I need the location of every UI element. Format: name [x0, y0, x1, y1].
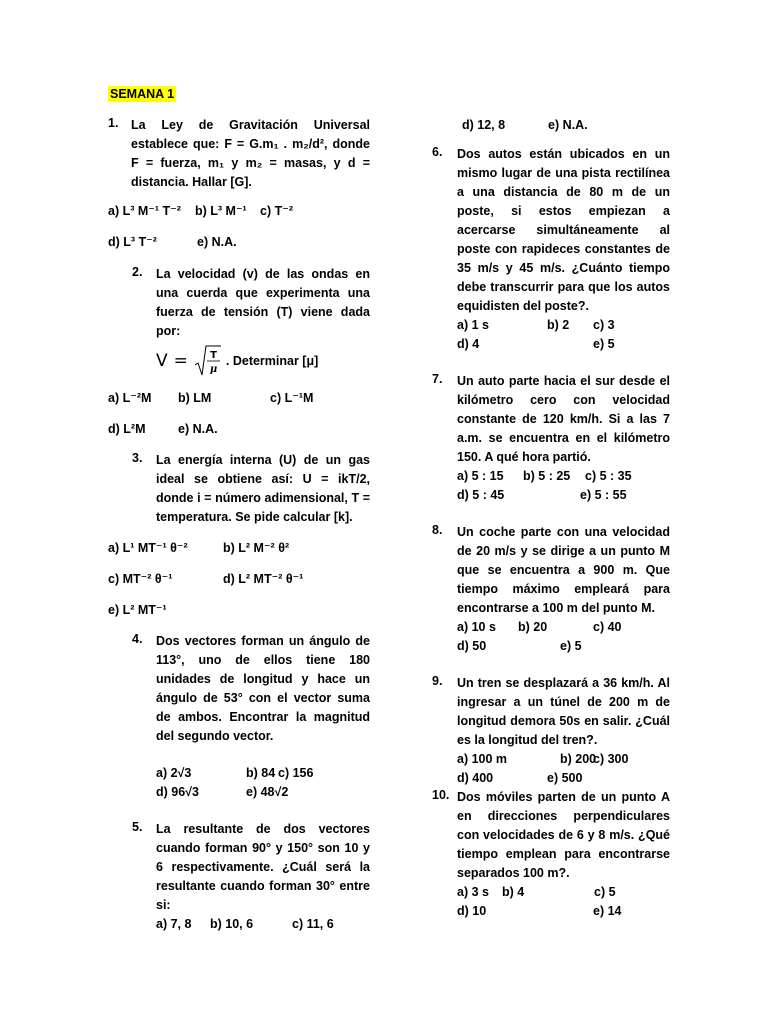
option-c: c) 5: [594, 885, 616, 899]
option-a: a) 10 s: [457, 620, 496, 634]
option-c: c) 11, 6: [292, 917, 334, 931]
question-4: [108, 632, 370, 746]
option-a: a) L¹ MT⁻¹ θ⁻²: [108, 541, 188, 555]
option-d: d) 10: [457, 904, 487, 918]
option-b: b) L² M⁻² θ²: [223, 541, 290, 555]
option-e: e) L² MT⁻¹: [108, 603, 167, 617]
option-a: a) 100 m: [457, 752, 508, 766]
question-6: [432, 145, 670, 316]
question-7: [432, 372, 670, 467]
option-a: a) 1 s: [457, 318, 489, 332]
question-text: Dos vectores forman un ángulo de 113°, uno de ellos tiene 180 unidades de longitud y hace un ángulo de 53° con el vector suma de ambos. Encontrar la magnitud del segundo vector.: [156, 634, 370, 743]
question-number: 7.: [432, 372, 443, 386]
option-b: b) 2: [547, 318, 570, 332]
option-e: e) 5 : 55: [580, 488, 627, 502]
question-8: [432, 523, 670, 618]
option-c: c) 156: [278, 766, 314, 780]
question-number: 2.: [132, 265, 143, 279]
question-6-options: [457, 316, 670, 354]
option-a: a) L⁻²M: [108, 391, 152, 405]
question-text: Un tren se desplazará a 36 km/h. Al ingresar a un túnel de 200 m de longitud demora 50s en salir. ¿Cuál es la longitud del tren?.: [457, 676, 670, 747]
question-number: 3.: [132, 451, 143, 465]
option-e: e) 5: [560, 639, 582, 653]
option-b: b) LM: [178, 391, 212, 405]
option-c: c) MT⁻² θ⁻¹: [108, 572, 173, 586]
formula-line: [156, 345, 370, 377]
question-text: La resultante de dos vectores cuando forman 90° y 150° son 10 y 6 respectivamente. ¿Cuál será la resultante cuando forman 30° entre si:: [156, 822, 370, 912]
question-text: La Ley de Gravitación Universal establece que: F = G.m₁ . m₂/d², donde F = fuerza, m₁ y m₂ = masas, y d = distancia. Hallar [G].: [131, 118, 370, 189]
wave-speed-formula: [156, 345, 222, 377]
option-b: b) 5 : 25: [523, 469, 571, 483]
question-text: La velocidad (v) de las ondas en una cuerda que experimenta una fuerza de tensión (T) viene dada por:: [156, 267, 370, 338]
option-c: c) T⁻²: [260, 204, 293, 218]
question-9-options: [457, 750, 670, 788]
question-5-options: [156, 915, 370, 934]
question-2: [108, 265, 370, 377]
sqrt-icon: [194, 345, 222, 377]
option-b: b) 4: [502, 885, 525, 899]
question-4-options: [156, 764, 370, 802]
formula-mu: μ: [209, 364, 218, 375]
option-a: a) L³ M⁻¹ T⁻²: [108, 204, 181, 218]
option-c: c) 300: [593, 752, 629, 766]
option-b: b) 10, 6: [210, 917, 254, 931]
question-number: 8.: [432, 523, 443, 537]
option-e: e) 48√2: [246, 785, 289, 799]
week-title: SEMANA 1: [110, 87, 175, 101]
question-9: [432, 674, 670, 750]
option-d: d) 50: [457, 639, 487, 653]
question-number: 5.: [132, 820, 143, 834]
option-d: d) L³ T⁻²: [108, 235, 157, 249]
question-text: Dos autos están ubicados en un mismo lugar de una pista rectilínea a una distancia de 80 m de un poste, si estos empiezan a acercarse simultáneamente al poste con rapideces constantes de 35 m/s y 45 m/s. ¿Cuánto tiempo debe transcurrir para que los autos equidisten del poste?.: [457, 147, 670, 313]
option-a: a) 2√3: [156, 766, 192, 780]
question-number: 1.: [108, 116, 119, 130]
option-a: a) 3 s: [457, 885, 489, 899]
question-10: [432, 788, 670, 883]
question-5-options-continued: [462, 116, 670, 135]
option-d: d) L²M: [108, 422, 146, 436]
formula-v: V: [156, 350, 168, 371]
option-a: a) 7, 8: [156, 917, 192, 931]
option-c: c) 40: [593, 620, 622, 634]
option-e: e) N.A.: [197, 235, 237, 249]
question-3: [108, 451, 370, 527]
option-c: c) 5 : 35: [585, 469, 632, 483]
question-5: [108, 820, 370, 915]
question-10-options: [457, 883, 670, 921]
question-1-options: [108, 202, 370, 252]
option-e: e) N.A.: [548, 118, 588, 132]
option-b: b) 84: [246, 766, 276, 780]
question-number: 9.: [432, 674, 443, 688]
option-b: b) L³ M⁻¹: [195, 204, 247, 218]
option-e: e) 14: [593, 904, 622, 918]
option-e: e) 500: [547, 771, 583, 785]
option-d: d) 12, 8: [462, 118, 506, 132]
option-b: b) 20: [518, 620, 548, 634]
option-d: d) 5 : 45: [457, 488, 505, 502]
option-d: d) L² MT⁻² θ⁻¹: [223, 572, 304, 586]
question-text: Dos móviles parten de un punto A en direcciones perpendiculares con velocidades de 6 y 8 m/s. ¿Qué tiempo emplean para encontrarse separados 100 m?.: [457, 790, 670, 880]
option-c: c) 3: [593, 318, 615, 332]
question-number: 4.: [132, 632, 143, 646]
question-8-options: [457, 618, 670, 656]
option-c: c) L⁻¹M: [270, 391, 314, 405]
option-d: d) 400: [457, 771, 494, 785]
option-d: d) 96√3: [156, 785, 199, 799]
left-column: [108, 116, 370, 934]
question-2-options: [108, 389, 370, 439]
option-d: d) 4: [457, 337, 480, 351]
option-a: a) 5 : 15: [457, 469, 504, 483]
question-3-options: [108, 539, 370, 620]
question-7-options: [457, 467, 670, 505]
question-number: 6.: [432, 145, 443, 159]
question-text: Un auto parte hacia el sur desde el kilómetro cero con velocidad constante de 120 km/h. Si a las 7 a.m. se encuentra en el kilómetro 150. A qué hora partió.: [457, 374, 670, 464]
option-b: b) 200: [560, 752, 597, 766]
question-text-after: . Determinar [μ]: [225, 353, 319, 368]
formula-t: T: [209, 350, 217, 361]
option-e: e) 5: [593, 337, 615, 351]
question-number: 10.: [432, 788, 450, 802]
question-text: La energía interna (U) de un gas ideal se obtiene así: U = ikT/2, donde i = número adimensional, T = temperatura. Se pide calcular [k].: [156, 453, 370, 524]
question-text: Un coche parte con una velocidad de 20 m/s y se dirige a un punto M que se encuentra a 900 m. Que tiempo máximo empleará para encontrarse a 100 m del punto M.: [457, 525, 670, 615]
option-e: e) N.A.: [178, 422, 218, 436]
question-1: [108, 116, 370, 192]
formula-equals: =: [173, 350, 188, 371]
right-column: [432, 116, 670, 921]
